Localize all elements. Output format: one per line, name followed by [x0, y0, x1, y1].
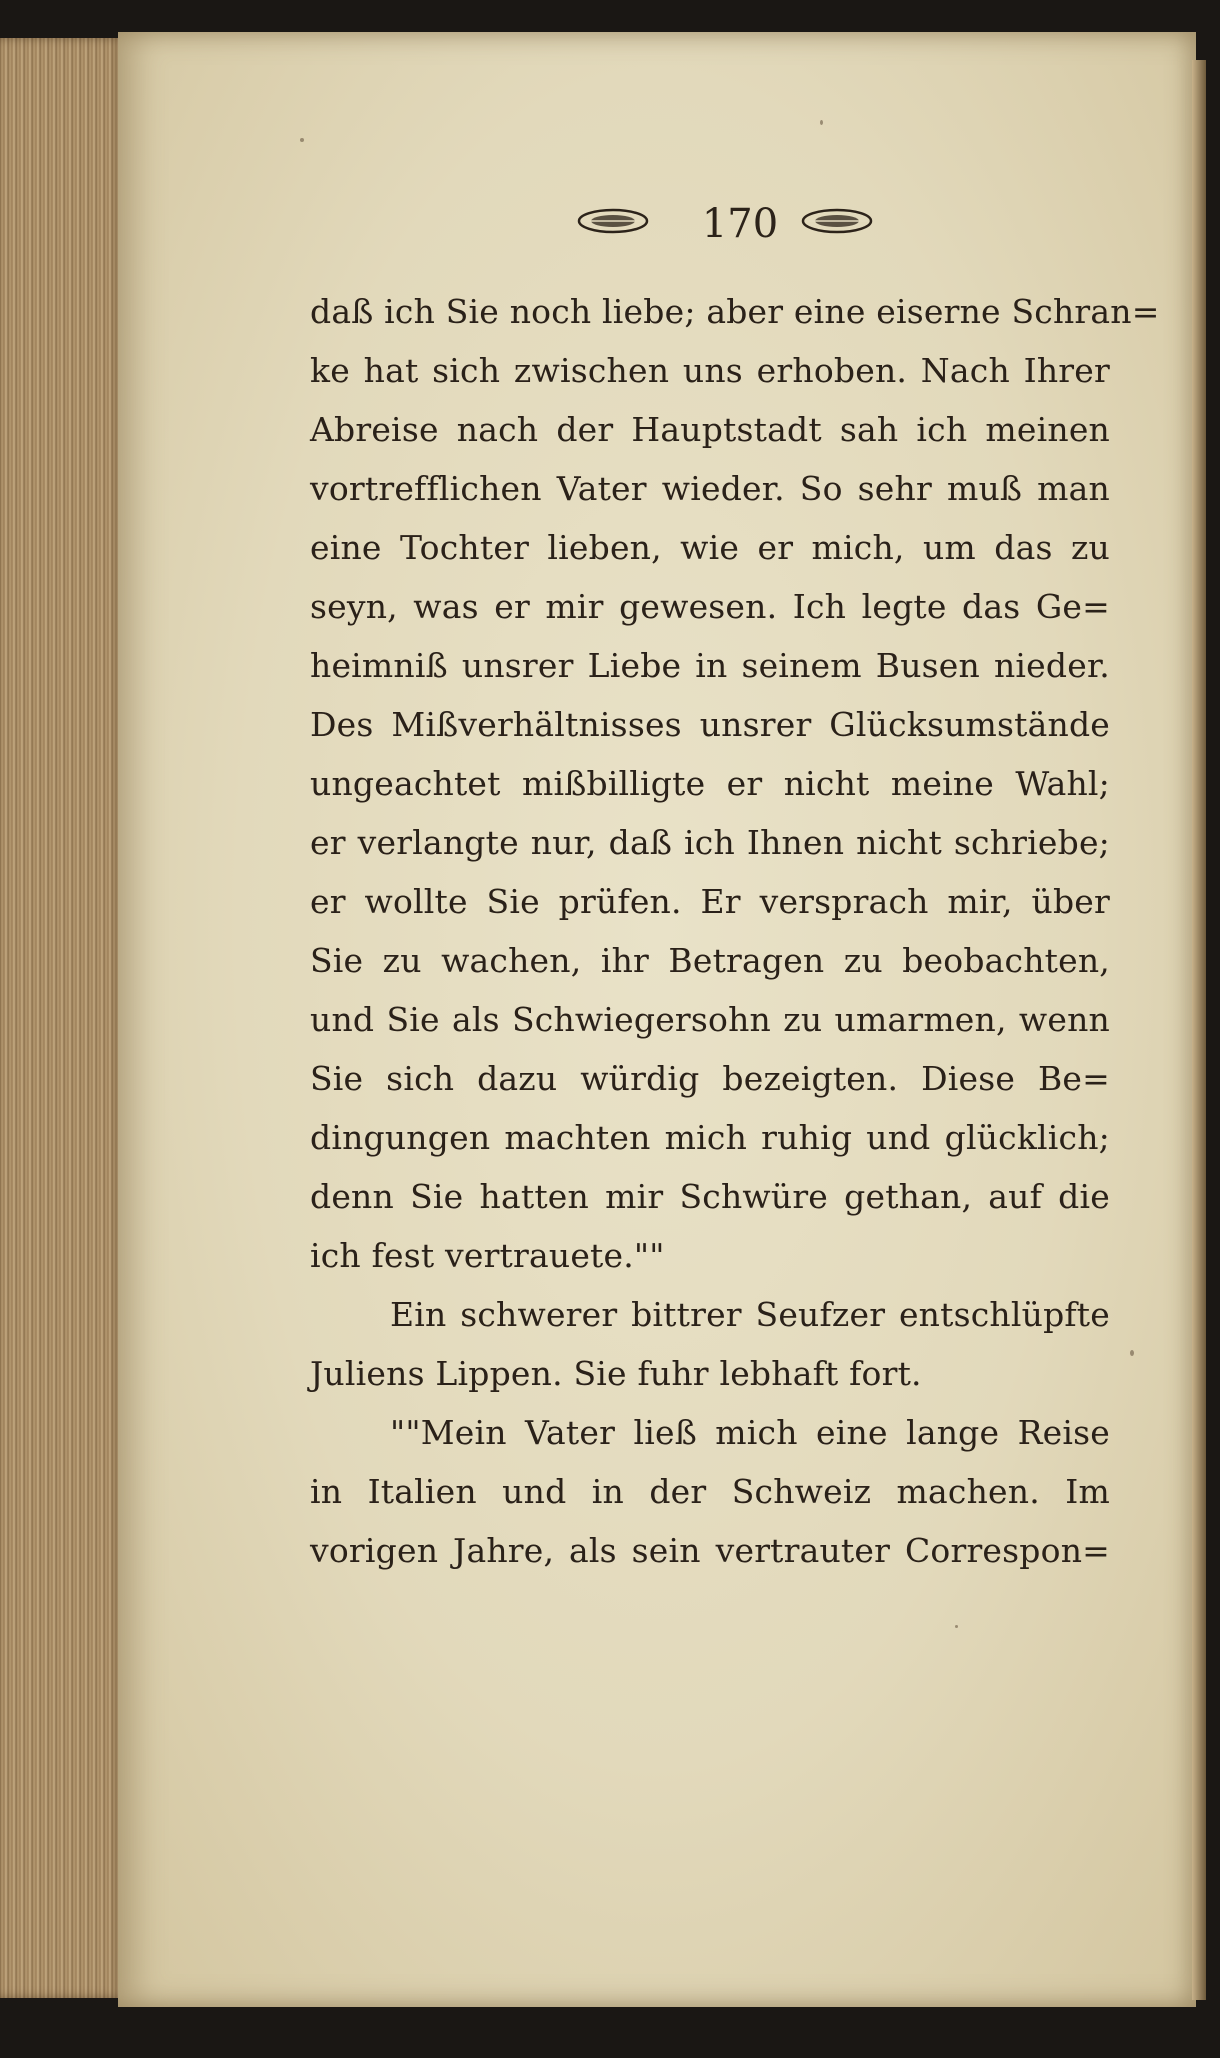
text-line: seyn, was er mir gewesen. Ich legte das Ge=: [310, 587, 1110, 626]
text-line: denn Sie hatten mir Schwüre gethan, auf die: [310, 1177, 1110, 1216]
text-line: Sie sich dazu würdig bezeigten. Diese Be=: [310, 1059, 1110, 1098]
text-line: Abreise nach der Hauptstadt sah ich meinen: [310, 410, 1110, 449]
text-line: vorigen Jahre, als sein vertrauter Correspon=: [310, 1531, 1110, 1570]
text-line: daß ich Sie noch liebe; aber eine eiserne Schran=: [310, 292, 1160, 331]
text-line: vortrefflichen Vater wieder. So sehr muß man: [310, 469, 1110, 508]
ornament-icon: [800, 206, 874, 236]
text-line: Sie zu wachen, ihr Betragen zu beobachten,: [310, 941, 1110, 980]
paper-speck: [1130, 1350, 1134, 1356]
text-line: und Sie als Schwiegersohn zu umarmen, wenn: [310, 1000, 1110, 1039]
text-line: ich fest vertrauete."": [310, 1236, 665, 1275]
text-line: Juliens Lippen. Sie fuhr lebhaft fort.: [310, 1354, 922, 1393]
paragraph: [310, 282, 1160, 1285]
page-number: 170: [701, 201, 779, 247]
text-line: dingungen machten mich ruhig und glücklich;: [310, 1118, 1110, 1157]
text-line: heimniß unsrer Liebe in seinem Busen nieder.: [310, 646, 1110, 685]
text-line: er wollte Sie prüfen. Er versprach mir, über: [310, 882, 1110, 921]
paragraph: [310, 1403, 1110, 1580]
paper-speck: [300, 138, 304, 142]
text-line: Ein schwerer bittrer Seufzer entschlüpfte: [390, 1295, 1110, 1334]
ornament-icon: [576, 206, 650, 236]
paper-speck: [955, 1625, 958, 1628]
text-line: ""Mein Vater ließ mich eine lange Reise: [390, 1413, 1110, 1452]
text-line: in Italien und in der Schweiz machen. Im: [310, 1472, 1110, 1511]
paper-speck: [820, 120, 823, 125]
text-line: er verlangte nur, daß ich Ihnen nicht schriebe;: [310, 823, 1110, 862]
page-header: [0, 196, 1220, 256]
text-line: eine Tochter lieben, wie er mich, um das zu: [310, 528, 1110, 567]
book-right-edge: [1192, 60, 1206, 2000]
paragraph: [310, 1285, 1110, 1403]
text-line: Des Mißverhältnisses unsrer Glücksumstände: [310, 705, 1110, 744]
text-line: ungeachtet mißbilligte er nicht meine Wahl;: [310, 764, 1110, 803]
body-text: [310, 282, 1160, 1580]
text-line: ke hat sich zwischen uns erhoben. Nach Ihrer: [310, 351, 1110, 390]
book-page-edge: [0, 38, 125, 1998]
